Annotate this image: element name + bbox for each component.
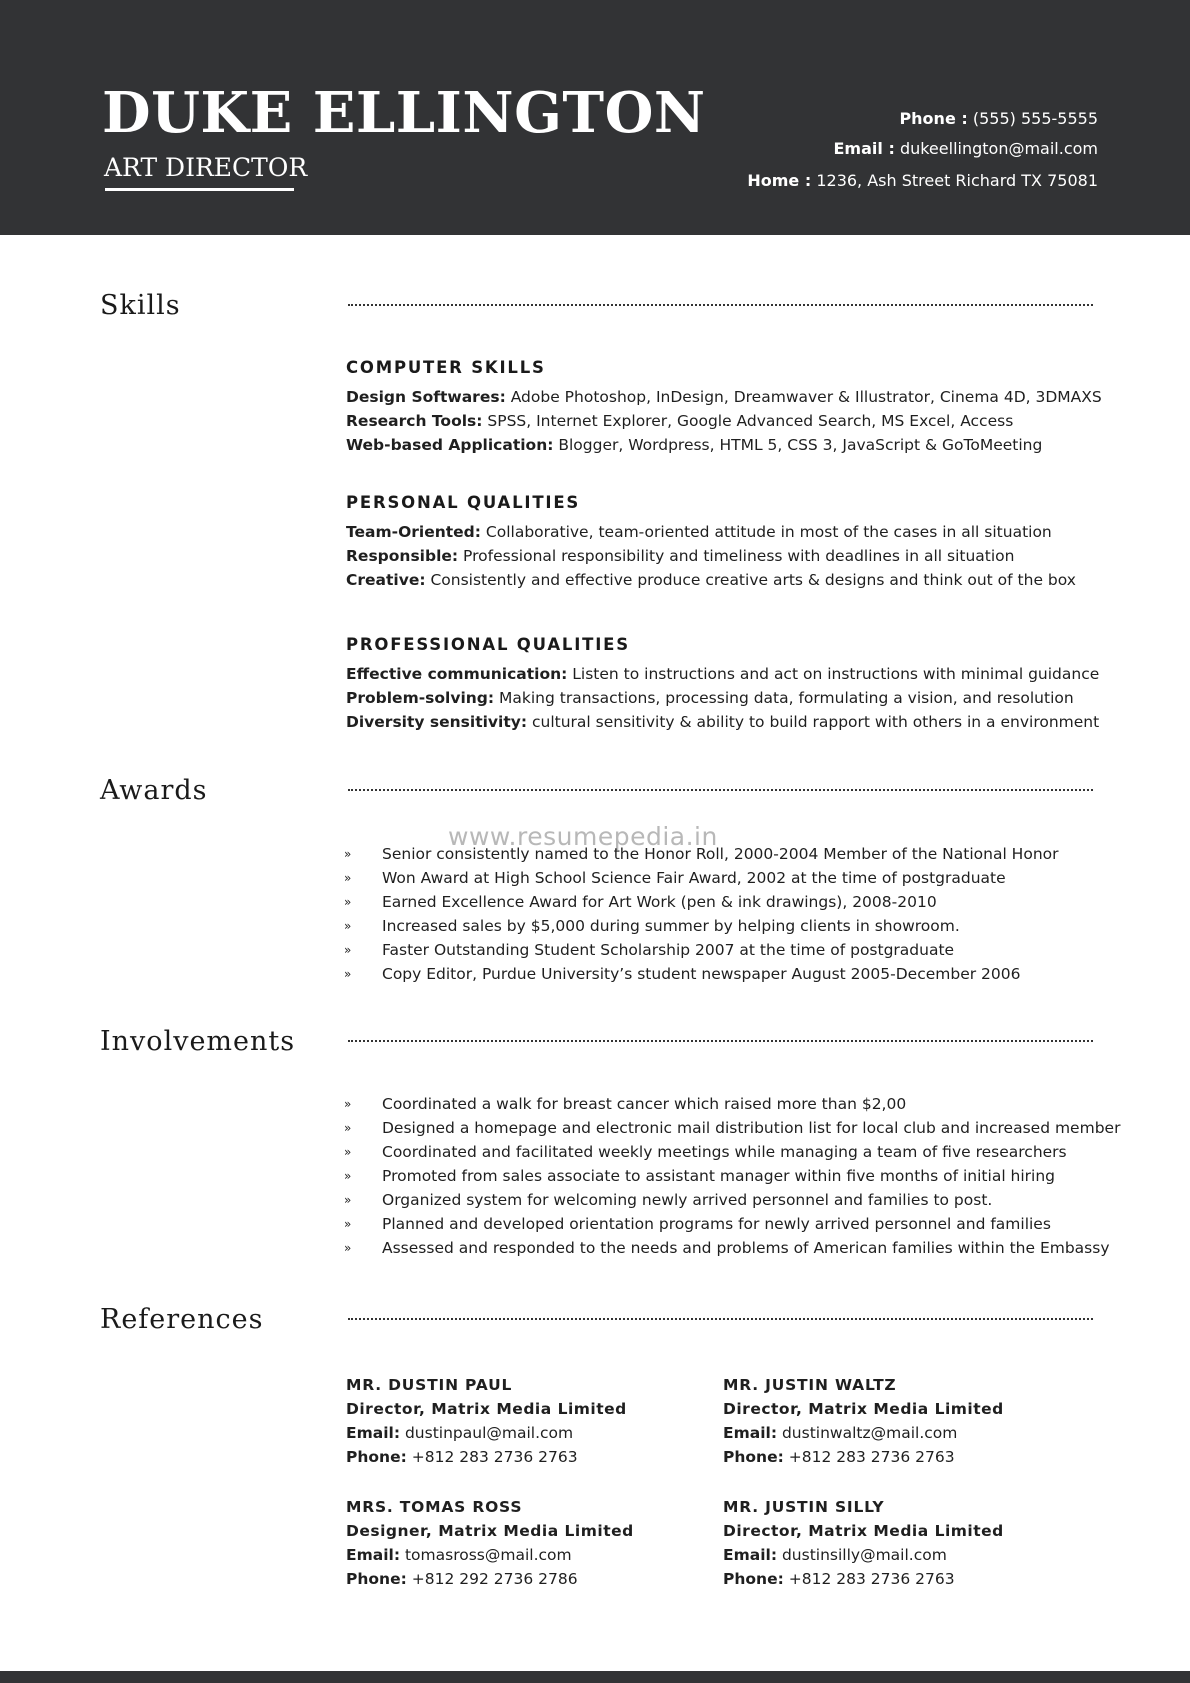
computer-skills-heading: COMPUTER SKILLS (346, 358, 546, 377)
award-text: Earned Excellence Award for Art Work (pen & ink drawings), 2008-2010 (382, 893, 937, 911)
skill-line (346, 412, 1013, 430)
bullet-icon: » (344, 967, 352, 981)
reference-title: Director, Matrix Media Limited (723, 1522, 1004, 1540)
reference-title: Designer, Matrix Media Limited (346, 1522, 634, 1540)
skill-label: Web-based Application: (346, 436, 554, 454)
involvement-text: Promoted from sales associate to assistant manager within five months of initial hiring (382, 1167, 1056, 1185)
quality-label: Problem-solving: (346, 689, 495, 707)
quality-label: Diversity sensitivity: (346, 713, 528, 731)
email-value: dustinsilly@mail.com (781, 1546, 947, 1564)
contact-email (834, 139, 1099, 158)
section-title-awards: Awards (100, 775, 208, 806)
reference-email (346, 1543, 706, 1567)
reference-card (723, 1495, 1083, 1591)
section-title-skills: Skills (100, 290, 181, 321)
bullet-icon: » (344, 943, 352, 957)
home-value: 1236, Ash Street Richard TX 75081 (816, 171, 1098, 190)
contact-home (747, 171, 1098, 190)
list-item (344, 938, 1059, 962)
reference-phone (346, 1567, 706, 1591)
home-label: Home : (747, 171, 812, 190)
reference-card (346, 1373, 706, 1469)
email-value: dustinwaltz@mail.com (781, 1424, 958, 1442)
bullet-icon: » (344, 1241, 352, 1255)
list-item (344, 914, 1059, 938)
involvement-text: Organized system for welcoming newly arrived personnel and families to post. (382, 1191, 993, 1209)
award-text: Faster Outstanding Student Scholarship 2007 at the time of postgraduate (382, 941, 955, 959)
phone-value: +812 292 2736 2786 (411, 1570, 578, 1588)
skill-line (346, 436, 1042, 454)
involvement-text: Coordinated a walk for breast cancer which raised more than $2,00 (382, 1095, 907, 1113)
reference-phone (723, 1567, 1083, 1591)
list-item (344, 890, 1059, 914)
bullet-icon: » (344, 895, 352, 909)
quality-text: Making transactions, processing data, formulating a vision, and resolution (494, 689, 1074, 707)
bullet-icon: » (344, 1121, 352, 1135)
bullet-icon: » (344, 1193, 352, 1207)
email-value: tomasross@mail.com (404, 1546, 572, 1564)
quality-line (346, 571, 1076, 589)
involvement-text: Coordinated and facilitated weekly meetings while managing a team of five researchers (382, 1143, 1067, 1161)
reference-phone (723, 1445, 1083, 1469)
skill-text: Adobe Photoshop, InDesign, Dreamwaver & Illustrator, Cinema 4D, 3DMAXS (505, 388, 1102, 406)
email-label: Email : (833, 139, 895, 158)
bullet-icon: » (344, 1169, 352, 1183)
reference-name: MRS. TOMAS ROSS (346, 1498, 523, 1516)
candidate-title: ART DIRECTOR (104, 153, 308, 182)
section-divider (348, 304, 1093, 306)
personal-qualities-heading: PERSONAL QUALITIES (346, 493, 581, 512)
quality-line (346, 689, 1074, 707)
quality-line (346, 547, 1014, 565)
watermark-text: www.resumepedia.in (448, 822, 718, 851)
bullet-icon: » (344, 1097, 352, 1111)
reference-email (723, 1421, 1083, 1445)
candidate-name: DUKE ELLINGTON (102, 80, 706, 146)
quality-line (346, 713, 1099, 731)
skill-text: Blogger, Wordpress, HTML 5, CSS 3, JavaScript & GoToMeeting (553, 436, 1043, 454)
bullet-icon: » (344, 1217, 352, 1231)
award-text: Won Award at High School Science Fair Award, 2002 at the time of postgraduate (382, 869, 1006, 887)
list-item (344, 1092, 1120, 1116)
phone-label: Phone: (723, 1448, 784, 1466)
list-item (344, 1188, 1120, 1212)
phone-label: Phone: (346, 1448, 407, 1466)
list-item (344, 962, 1059, 986)
section-divider (348, 789, 1093, 791)
title-underline (105, 188, 294, 191)
award-text: Copy Editor, Purdue University’s student newspaper August 2005-December 2006 (382, 965, 1021, 983)
email-label: Email: (723, 1424, 778, 1442)
phone-label: Phone: (346, 1570, 407, 1588)
reference-card (723, 1373, 1083, 1469)
quality-line (346, 523, 1052, 541)
skill-text: SPSS, Internet Explorer, Google Advanced Search, MS Excel, Access (482, 412, 1014, 430)
reference-phone (346, 1445, 706, 1469)
reference-name: MR. JUSTIN SILLY (723, 1498, 885, 1516)
contact-phone (899, 109, 1098, 128)
skill-label: Design Softwares: (346, 388, 506, 406)
section-title-references: References (100, 1304, 264, 1335)
email-label: Email: (346, 1546, 401, 1564)
list-item (344, 842, 1059, 866)
quality-label: Responsible: (346, 547, 459, 565)
award-text: Senior consistently named to the Honor Roll, 2000-2004 Member of the National Honor (382, 845, 1059, 863)
list-item (344, 1140, 1120, 1164)
resume-header (0, 0, 1190, 235)
phone-value: +812 283 2736 2763 (788, 1570, 955, 1588)
section-title-involvements: Involvements (100, 1026, 296, 1057)
quality-label: Effective communication: (346, 665, 568, 683)
reference-email (346, 1421, 706, 1445)
section-divider (348, 1040, 1093, 1042)
skill-line (346, 388, 1102, 406)
skill-label: Research Tools: (346, 412, 483, 430)
list-item (344, 866, 1059, 890)
email-value: dustinpaul@mail.com (404, 1424, 574, 1442)
section-divider (348, 1318, 1093, 1320)
phone-value: (555) 555-5555 (972, 109, 1098, 128)
involvement-text: Assessed and responded to the needs and problems of American families within the Embassy (382, 1239, 1110, 1257)
bullet-icon: » (344, 871, 352, 885)
quality-text: Listen to instructions and act on instructions with minimal guidance (567, 665, 1100, 683)
list-item (344, 1212, 1120, 1236)
award-text: Increased sales by $5,000 during summer by helping clients in showroom. (382, 917, 960, 935)
involvements-list (344, 1092, 1120, 1260)
email-label: Email: (346, 1424, 401, 1442)
phone-label: Phone : (899, 109, 968, 128)
list-item (344, 1116, 1120, 1140)
email-value: dukeellington@mail.com (899, 139, 1098, 158)
involvement-text: Designed a homepage and electronic mail distribution list for local club and increased member (382, 1119, 1121, 1137)
reference-name: MR. DUSTIN PAUL (346, 1376, 513, 1394)
quality-text: cultural sensitivity & ability to build rapport with others in a environment (527, 713, 1100, 731)
reference-card (346, 1495, 706, 1591)
phone-value: +812 283 2736 2763 (788, 1448, 955, 1466)
phone-label: Phone: (723, 1570, 784, 1588)
phone-value: +812 283 2736 2763 (411, 1448, 578, 1466)
reference-email (723, 1543, 1083, 1567)
awards-list (344, 842, 1059, 986)
involvement-text: Planned and developed orientation programs for newly arrived personnel and families (382, 1215, 1051, 1233)
quality-text: Professional responsibility and timeliness with deadlines in all situation (458, 547, 1015, 565)
list-item (344, 1236, 1120, 1260)
bullet-icon: » (344, 847, 352, 861)
email-label: Email: (723, 1546, 778, 1564)
professional-qualities-heading: PROFESSIONAL QUALITIES (346, 635, 630, 654)
quality-text: Consistently and effective produce creative arts & designs and think out of the box (425, 571, 1076, 589)
footer-bar (0, 1671, 1190, 1683)
reference-title: Director, Matrix Media Limited (346, 1400, 627, 1418)
reference-name: MR. JUSTIN WALTZ (723, 1376, 897, 1394)
reference-title: Director, Matrix Media Limited (723, 1400, 1004, 1418)
quality-text: Collaborative, team-oriented attitude in most of the cases in all situation (480, 523, 1052, 541)
quality-line (346, 665, 1099, 683)
bullet-icon: » (344, 919, 352, 933)
bullet-icon: » (344, 1145, 352, 1159)
quality-label: Team-Oriented: (346, 523, 481, 541)
quality-label: Creative: (346, 571, 426, 589)
list-item (344, 1164, 1120, 1188)
